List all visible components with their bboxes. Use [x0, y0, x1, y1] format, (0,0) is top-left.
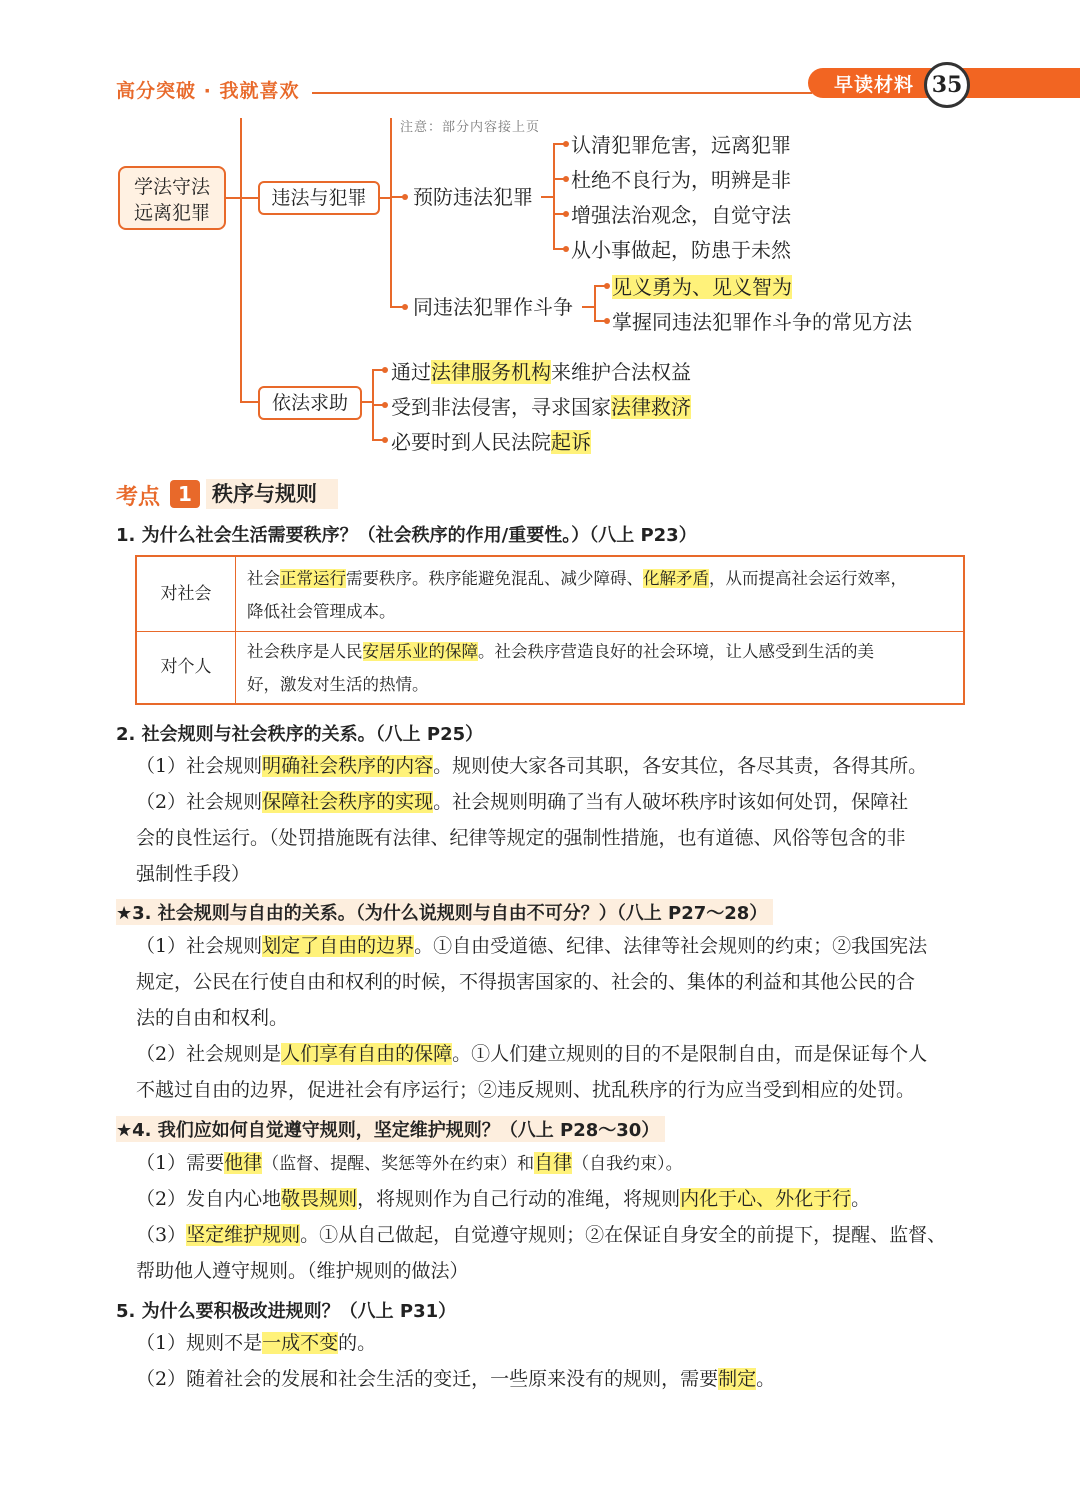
q5-title: 5. 为什么要积极改进规则？（八上 P31）: [116, 1301, 457, 1322]
q3-p2-a: （2）社会规则是: [136, 1043, 282, 1065]
mindmap-root: [118, 166, 226, 230]
b1-sub2-dot: [402, 304, 408, 310]
q3-p1: [136, 929, 927, 964]
sub1-d3: [563, 211, 569, 217]
b1-vertical: [390, 118, 392, 308]
b2-item-1-b: 来维护合法权益: [551, 360, 691, 384]
row1-text: [247, 562, 907, 628]
b2-item-2-hl: 法律救济: [611, 395, 691, 419]
mindmap-branch2: 依法求助: [258, 386, 362, 420]
q4-p2-hl2: 内化于心、外化于行: [680, 1188, 852, 1210]
q3-p2-hl: 人们享有自由的保障: [281, 1043, 453, 1065]
q4-p1: [136, 1146, 683, 1182]
row2-label: 对个人: [137, 632, 236, 703]
b2-item-3-hl: 起诉: [551, 430, 591, 454]
sub2-item-2: 掌握同违法犯罪作斗争的常见方法: [612, 310, 912, 334]
row1-a: 社会: [247, 569, 280, 588]
section-number: 1: [170, 480, 200, 508]
q3-p1-line3: 法的自由和权利。: [136, 1007, 289, 1029]
q3-p1-line2: 规定，公民在行使自由和权利的时候，不得损害国家的、社会的、集体的利益和其他公民的合: [136, 971, 916, 993]
b2-item-1: [391, 356, 691, 385]
q4-p1-a: （1）需要: [136, 1152, 225, 1174]
table-row: [137, 632, 963, 703]
mindmap-root-line2: 远离犯罪: [133, 202, 210, 224]
sub2-bracket: [594, 285, 596, 321]
header-rule: [312, 92, 812, 94]
q4-p2-b: ，将规则作为自己行动的准绳，将规则: [357, 1188, 681, 1210]
branch1-connector: [240, 197, 258, 199]
sub2-out: [582, 306, 594, 308]
q4-p1-c: （自我约束）。: [572, 1154, 683, 1174]
b2-item-3-a: 必要时到人民法院: [391, 430, 551, 454]
q2-p2-line3: 强制性手段）: [136, 863, 251, 885]
row2-line2: 好，激发对生活的热情。: [247, 675, 429, 694]
q3-p1-a: （1）社会规则: [136, 935, 263, 957]
mindmap-sub1: 预防违法犯罪: [413, 185, 533, 209]
row1-hl1: 正常运行: [280, 569, 346, 588]
q2-title: 2. 社会规则与社会秩序的关系。（八上 P25）: [116, 724, 484, 745]
q2-p2-b: 。社会规则明确了当有人破坏秩序时该如何处罚，保障社: [433, 791, 909, 813]
b2-item-2-a: 受到非法侵害，寻求国家: [391, 395, 611, 419]
b2-d3: [382, 437, 388, 443]
b2-item-3: [391, 426, 591, 455]
b2-item-1-a: 通过: [391, 360, 431, 384]
row1-label: 对社会: [137, 557, 236, 631]
mindmap-sub2: 同违法犯罪作斗争: [413, 295, 573, 319]
sub1-item-3: 增强法治观念，自觉守法: [571, 203, 791, 227]
q4-p3-hl: 坚定维护规则: [186, 1224, 301, 1246]
section-label: 考点: [116, 485, 161, 510]
b1-sub1-dot: [402, 194, 408, 200]
q4-p3: [136, 1218, 946, 1253]
q5-p1: [136, 1326, 376, 1361]
q2-p1-hl: 明确社会秩序的内容: [262, 755, 434, 777]
q5-p1-b: 的。: [338, 1332, 377, 1354]
q2-p2-a: （2）社会规则: [136, 791, 263, 813]
sub1-item-4: 从小事做起，防患于未然: [571, 238, 791, 262]
q4-p3-a: （3）: [136, 1224, 187, 1246]
q3-p2: [136, 1037, 927, 1072]
row2-line1: [247, 635, 874, 668]
q2-p2: [136, 785, 908, 820]
q4-p2-c: 。: [851, 1188, 871, 1210]
q3-p1-b: 。①自由受道德、纪律、法律等社会规则的约束；②我国宪法: [414, 935, 928, 957]
header-left-title: 高分突破 · 我就喜欢: [116, 80, 300, 102]
sub2-d2: [604, 318, 610, 324]
row1-line2: 降低社会管理成本。: [247, 602, 396, 621]
sub2-item-1: [612, 271, 792, 300]
row2-b: 。社会秩序营造良好的社会环境，让人感受到生活的美: [478, 642, 874, 661]
q4-title: ★4. 我们应如何自觉遵守规则，坚定维护规则？（八上 P28～30）: [116, 1116, 665, 1142]
sub2-item-1-text: 见义勇为、见义智为: [612, 275, 792, 299]
q3-title: ★3. 社会规则与自由的关系。（为什么说规则与自由不可分？）（八上 P27～28）: [116, 899, 773, 925]
q1-table: [135, 555, 965, 705]
row1-c: ，从而提高社会运行效率，: [709, 569, 907, 588]
row2-a: 社会秩序是人民: [247, 642, 363, 661]
b2-out: [362, 401, 372, 403]
sub1-out: [541, 196, 553, 198]
mindmap-root-line1: 学法守法: [133, 176, 210, 198]
section-title: 秩序与规则: [206, 479, 338, 509]
row1-hl2: 化解矛盾: [643, 569, 709, 588]
q4-p1-hl1: 他律: [224, 1152, 263, 1174]
b1-out: [380, 197, 390, 199]
q2-p2-hl: 保障社会秩序的实现: [262, 791, 434, 813]
q5-p2-a: （2）随着社会的发展和社会生活的变迁，一些原来没有的规则，需要: [136, 1368, 719, 1390]
row1-b: 需要秩序。秩序能避免混乱、减少障碍、: [346, 569, 643, 588]
sub1-bracket: [553, 143, 555, 249]
b2-d1: [382, 367, 388, 373]
q5-p2: [136, 1362, 775, 1397]
header-tab-label: 早读材料: [834, 74, 915, 96]
sub1-d2: [563, 176, 569, 182]
table-row: [137, 557, 963, 632]
q4-p2-hl1: 敬畏规则: [281, 1188, 358, 1210]
mindmap-branch1: 违法与犯罪: [258, 181, 380, 215]
q5-p2-b: 。: [756, 1368, 776, 1390]
b2-item-2: [391, 391, 691, 420]
q5-p1-a: （1）规则不是: [136, 1332, 263, 1354]
q2-p1: [136, 749, 927, 784]
q2-p2-line2: 会的良性运行。（处罚措施既有法律、纪律等规定的强制性措施，也有道德、风俗等包含的非: [136, 827, 906, 849]
trunk-line: [240, 118, 242, 403]
q2-p1-b: 。规则使大家各司其职，各安其位，各尽其责，各得其所。: [433, 755, 928, 777]
sub1-d1: [563, 141, 569, 147]
q2-p1-a: （1）社会规则: [136, 755, 263, 777]
sub1-d4: [563, 246, 569, 252]
q3-p2-line2: 不越过自由的边界，促进社会有序运行；②违反规则、扰乱秩序的行为应当受到相应的处罚。: [136, 1079, 916, 1101]
row2-text: [247, 635, 874, 701]
q1-title: 1. 为什么社会生活需要秩序？（社会秩序的作用/重要性。）（八上 P23）: [116, 525, 697, 546]
row1-line1: [247, 562, 907, 595]
row2-hl: 安居乐业的保障: [362, 642, 478, 661]
q3-p2-b: 。①人们建立规则的目的不是限制自由，而是保证每个人: [452, 1043, 928, 1065]
page-number: 35: [924, 62, 970, 108]
branch2-connector: [240, 401, 258, 403]
b2-item-1-hl: 法律服务机构: [431, 360, 551, 384]
q4-p3-b: 。①从自己做起，自觉遵守规则；②在保证自身安全的前提下，提醒、监督、: [300, 1224, 947, 1246]
q3-p1-hl: 划定了自由的边界: [262, 935, 415, 957]
q4-p2-a: （2）发自内心地: [136, 1188, 282, 1210]
q4-p2: [136, 1182, 870, 1217]
mindmap-note: 注意：部分内容接上页: [400, 120, 541, 135]
root-connector: [226, 197, 240, 199]
q5-p2-hl: 制定: [718, 1368, 757, 1390]
sub2-d1: [604, 283, 610, 289]
q4-p3-line2: 帮助他人遵守规则。（维护规则的做法）: [136, 1260, 469, 1282]
b2-d2: [382, 402, 388, 408]
sub1-item-1: 认清犯罪危害，远离犯罪: [571, 133, 791, 157]
q4-p1-b: （监督、提醒、奖惩等外在约束）和: [262, 1154, 535, 1174]
q5-p1-hl: 一成不变: [262, 1332, 339, 1354]
sub1-item-2: 杜绝不良行为，明辨是非: [571, 168, 791, 192]
q4-p1-hl2: 自律: [534, 1152, 573, 1174]
